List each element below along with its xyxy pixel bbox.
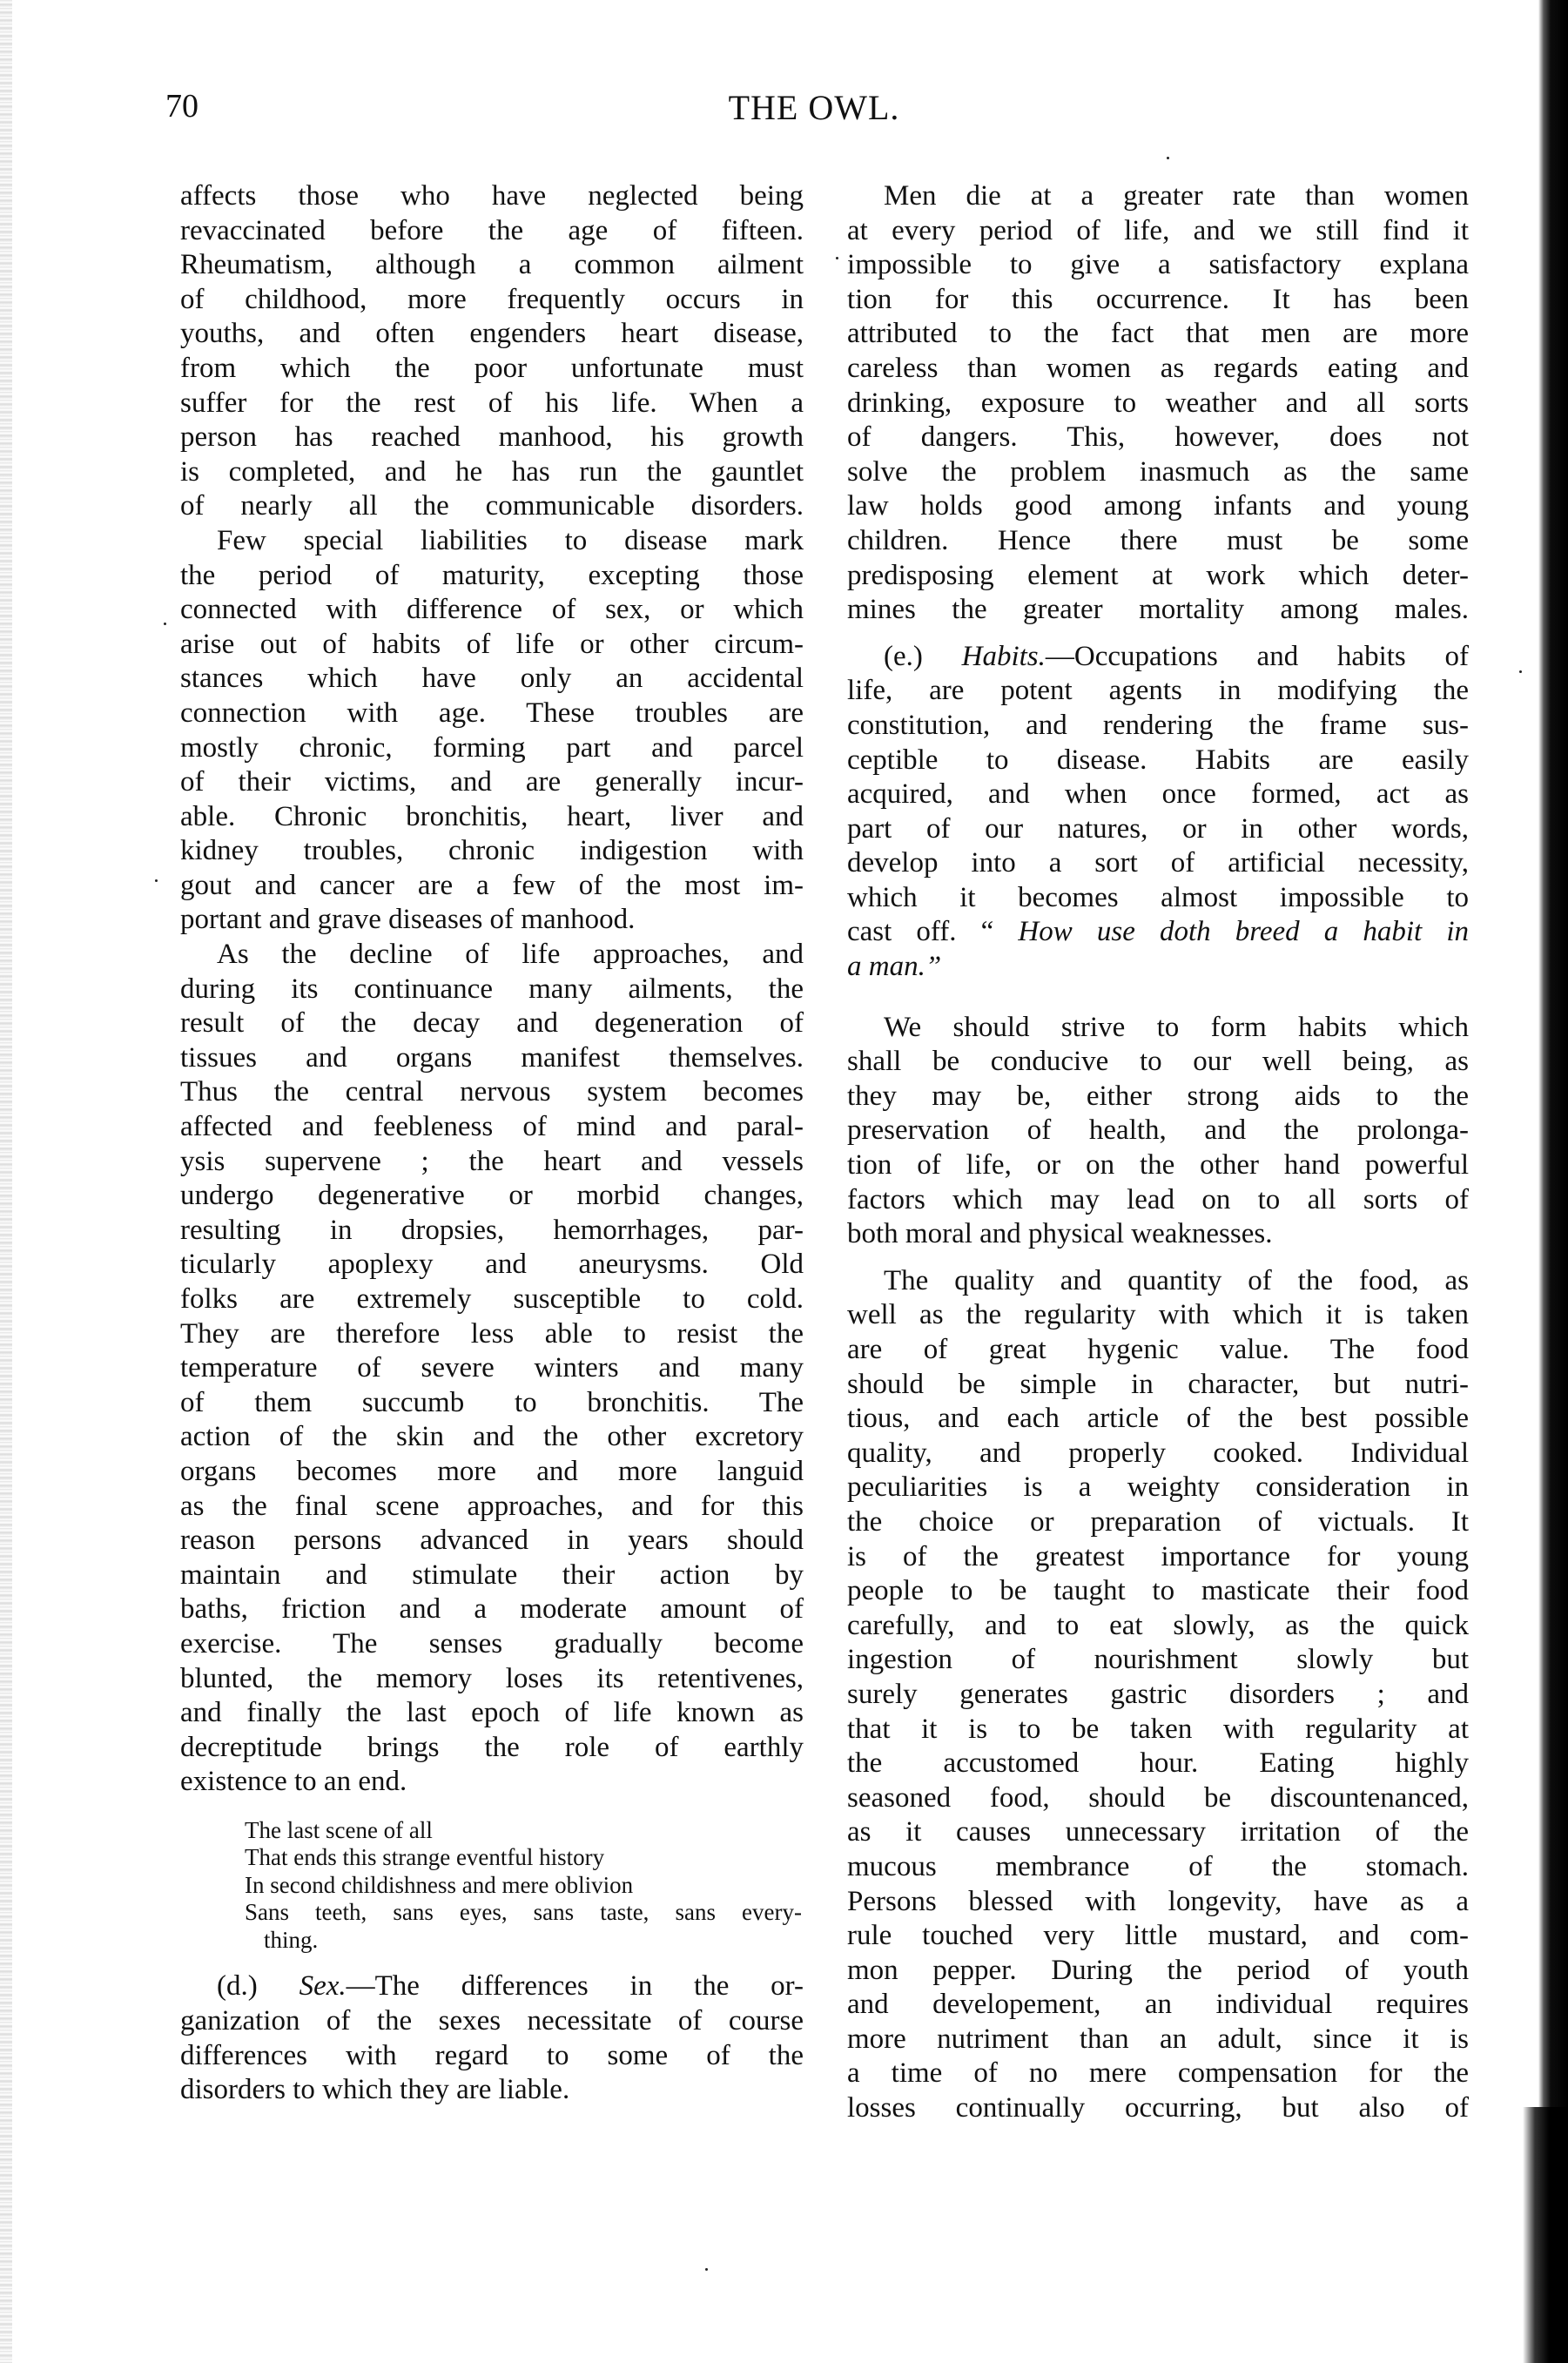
text-line: The quality and quantity of the food, as bbox=[884, 1264, 1469, 1296]
scan-speck bbox=[705, 2268, 708, 2271]
text-line: losses continually occurring, but also of bbox=[847, 2092, 1469, 2124]
scan-speck bbox=[1519, 670, 1522, 673]
running-head bbox=[165, 87, 1463, 139]
text-line: youths, and often engenders heart disease, bbox=[180, 318, 804, 350]
paragraph-sex-section bbox=[180, 1969, 804, 2107]
scan-edge-right-shadow bbox=[1523, 2107, 1568, 2363]
text-line: ganization of the sexes necessitate of course bbox=[180, 2005, 804, 2036]
text-line: and developement, an individual requires bbox=[847, 1989, 1469, 2021]
shakespeare-quote-end: a man.” bbox=[847, 951, 942, 983]
paragraph-vaccination-rheumatism bbox=[180, 179, 804, 524]
text-line: rule touched very little mustard, and com- bbox=[847, 1920, 1469, 1952]
text-line: Persons blessed with longevity, have as a bbox=[847, 1885, 1469, 1917]
text-line: ysis supervene ; the heart and vessels bbox=[180, 1145, 804, 1177]
paragraph-spacer bbox=[847, 1252, 1469, 1264]
paragraph-mortality bbox=[847, 179, 1469, 628]
text-line: are of great hygenic value. The food bbox=[847, 1334, 1469, 1365]
text-line: shall be conducive to our well being, as bbox=[847, 1046, 1469, 1078]
text-line: predisposing element at work which deter- bbox=[847, 559, 1469, 591]
scan-edge-right bbox=[1538, 0, 1568, 2363]
text-line: temperature of severe winters and many bbox=[180, 1352, 804, 1384]
section-heading-habits: Habits. bbox=[961, 640, 1046, 672]
text-line: gout and cancer are a few of the most im- bbox=[180, 869, 804, 901]
text-line: resulting in dropsies, hemorrhages, par- bbox=[180, 1214, 804, 1246]
text-line: the period of maturity, excepting those bbox=[180, 559, 804, 591]
text-line: of their victims, and are generally incur- bbox=[180, 766, 804, 798]
text-line: disorders to which they are liable. bbox=[180, 2074, 570, 2106]
scan-speck bbox=[836, 257, 838, 259]
text-line: existence to an end. bbox=[180, 1766, 407, 1798]
text-line: and finally the last epoch of life known as bbox=[180, 1697, 804, 1729]
verse-line: thing. bbox=[264, 1926, 319, 1953]
paragraph-spacer bbox=[847, 985, 1469, 1011]
text-line: preservation of health, and the prolonga- bbox=[847, 1114, 1469, 1147]
text-line: blunted, the memory loses its retentivenes, bbox=[180, 1662, 804, 1694]
text-line: baths, friction and a moderate amount of bbox=[180, 1593, 804, 1626]
text-line: tissues and organs manifest themselves. bbox=[180, 1041, 804, 1074]
text-line: from which the poor unfortunate must bbox=[180, 352, 804, 384]
text-line: develop into a sort of artificial necessity, bbox=[847, 847, 1469, 879]
text-fragment: —The differences in the or- bbox=[346, 1970, 804, 2003]
text-line: at every period of life, and we still find it bbox=[847, 214, 1469, 246]
text-line: attributed to the fact that men are more bbox=[847, 318, 1469, 350]
paragraph-decline-of-life bbox=[180, 938, 804, 1800]
text-line: the choice or preparation of victuals. It bbox=[847, 1505, 1469, 1538]
text-line: law holds good among infants and young bbox=[847, 490, 1469, 522]
text-fragment: cast off. “ bbox=[847, 916, 1019, 948]
text-line: connection with age. These troubles are bbox=[180, 697, 804, 729]
text-line: portant and grave diseases of manhood. bbox=[180, 904, 636, 936]
text-line: result of the decay and degeneration of bbox=[180, 1007, 804, 1040]
text-line: that it is to be taken with regularity at bbox=[847, 1713, 1469, 1745]
text-line: quality, and properly cooked. Individual bbox=[847, 1437, 1469, 1469]
section-heading-line bbox=[180, 1969, 804, 2004]
verse-line: The last scene of all bbox=[245, 1816, 433, 1843]
text-line: suffer for the rest of his life. When a bbox=[180, 387, 804, 419]
text-line: tious, and each article of the best possible bbox=[847, 1403, 1469, 1435]
text-line: well as the regularity with which it is taken bbox=[847, 1299, 1469, 1331]
text-line: They are therefore less able to resist the bbox=[180, 1317, 804, 1350]
section-label: (e.) bbox=[884, 640, 962, 672]
text-line: constitution, and rendering the frame sus- bbox=[847, 709, 1469, 741]
scan-speck bbox=[155, 879, 158, 882]
text-line: of nearly all the communicable disorders. bbox=[180, 490, 804, 522]
text-line: folks are extremely susceptible to cold. bbox=[180, 1283, 804, 1315]
section-heading-line bbox=[847, 640, 1469, 675]
text-line: person has reached manhood, his growth bbox=[180, 421, 804, 454]
text-line: mucous membrance of the stomach. bbox=[847, 1850, 1469, 1882]
text-line: careless than women as regards eating and bbox=[847, 352, 1469, 384]
text-line: the accustomed hour. Eating highly bbox=[847, 1747, 1469, 1780]
text-line: kidney troubles, chronic indigestion with bbox=[180, 835, 804, 867]
text-line: impossible to give a satisfactory explana bbox=[847, 249, 1469, 281]
text-line: exercise. The senses gradually become bbox=[180, 1627, 804, 1659]
paragraph-maturity bbox=[180, 524, 804, 938]
text-line: tion for this occurrence. It has been bbox=[847, 283, 1469, 315]
shakespeare-quote: How use doth breed a habit in bbox=[1018, 916, 1469, 948]
text-line: carefully, and to eat slowly, as the quick bbox=[847, 1609, 1469, 1641]
text-line: factors which may lead on to all sorts of bbox=[847, 1183, 1469, 1215]
text-line: peculiarities is a weighty consideration in bbox=[847, 1471, 1469, 1504]
scan-speck bbox=[1167, 157, 1169, 159]
text-line bbox=[847, 950, 1469, 985]
text-line: maintain and stimulate their action by bbox=[180, 1559, 804, 1591]
text-line: mines the greater mortality among males. bbox=[847, 594, 1469, 626]
text-line: affects those who have neglected being bbox=[180, 180, 804, 212]
text-line: reason persons advanced in years should bbox=[180, 1525, 804, 1557]
text-line: action of the skin and the other excretory bbox=[180, 1421, 804, 1453]
section-label: (d.) bbox=[217, 1970, 299, 2003]
text-line: As the decline of life approaches, and bbox=[217, 939, 804, 971]
text-line: organs becomes more and more languid bbox=[180, 1455, 804, 1487]
right-column bbox=[847, 179, 1469, 2126]
text-line: solve the problem inasmuch as the same bbox=[847, 455, 1469, 488]
text-line: ceptible to disease. Habits are easily bbox=[847, 744, 1469, 776]
text-line: people to be taught to masticate their food bbox=[847, 1575, 1469, 1607]
paragraph-habits-section bbox=[847, 640, 1469, 985]
text-line: Rheumatism, although a common ailment bbox=[180, 249, 804, 281]
text-line: mostly chronic, forming part and parcel bbox=[180, 731, 804, 764]
text-line: affected and feebleness of mind and paral- bbox=[180, 1111, 804, 1143]
text-line: of childhood, more frequently occurs in bbox=[180, 283, 804, 315]
text-line: undergo degenerative or morbid changes, bbox=[180, 1180, 804, 1212]
text-line: is completed, and he has run the gauntlet bbox=[180, 455, 804, 488]
text-line: We should strive to form habits which bbox=[884, 1011, 1469, 1043]
text-line: Men die at a greater rate than women bbox=[884, 180, 1469, 212]
text-line: during its continuance many ailments, the bbox=[180, 973, 804, 1005]
verse-line: That ends this strange eventful history bbox=[245, 1844, 605, 1871]
text-line: tion of life, or on the other hand powerful bbox=[847, 1149, 1469, 1182]
paragraph-form-habits bbox=[847, 1011, 1469, 1252]
scan-speck bbox=[164, 623, 166, 625]
text-line: Few special liabilities to disease mark bbox=[217, 524, 804, 556]
verse-line: In second childishness and mere oblivion bbox=[245, 1871, 634, 1898]
text-line: part of our natures, or in other words, bbox=[847, 812, 1469, 845]
text-line: they may be, either strong aids to the bbox=[847, 1080, 1469, 1112]
verse-line: Sans teeth, sans eyes, sans taste, sans every- bbox=[245, 1899, 802, 1926]
text-line: connected with difference of sex, or which bbox=[180, 594, 804, 626]
text-line: of them succumb to bronchitis. The bbox=[180, 1386, 804, 1418]
text-fragment: —Occupations and habits of bbox=[1045, 640, 1469, 672]
text-line: a time of no mere compensation for the bbox=[847, 2057, 1469, 2090]
text-line: should be simple in character, but nutri- bbox=[847, 1368, 1469, 1400]
page-number: 70 bbox=[165, 88, 199, 125]
verse-quotation bbox=[180, 1817, 804, 1955]
text-line: as the final scene approaches, and for this bbox=[180, 1490, 804, 1522]
scan-edge-left bbox=[0, 0, 12, 2363]
paragraph-spacer bbox=[847, 628, 1469, 640]
section-heading-sex: Sex. bbox=[299, 1970, 347, 2003]
left-column bbox=[180, 179, 804, 2108]
text-line: which it becomes almost impossible to bbox=[847, 881, 1469, 913]
text-line: drinking, exposure to weather and all sorts bbox=[847, 387, 1469, 419]
text-line: life, are potent agents in modifying the bbox=[847, 675, 1469, 707]
text-line: children. Hence there must be some bbox=[847, 524, 1469, 556]
text-line: ingestion of nourishment slowly but bbox=[847, 1644, 1469, 1676]
text-line: seasoned food, should be discountenanced, bbox=[847, 1781, 1469, 1814]
text-line: ticularly apoplexy and aneurysms. Old bbox=[180, 1249, 804, 1281]
text-line: able. Chronic bronchitis, heart, liver and bbox=[180, 800, 804, 832]
paragraph-food bbox=[847, 1264, 1469, 2126]
text-line: of dangers. This, however, does not bbox=[847, 421, 1469, 454]
text-line: differences with regard to some of the bbox=[180, 2039, 804, 2071]
text-line: both moral and physical weaknesses. bbox=[847, 1218, 1273, 1250]
text-line: surely generates gastric disorders ; and bbox=[847, 1678, 1469, 1710]
text-line: is of the greatest importance for young bbox=[847, 1540, 1469, 1572]
text-line: revaccinated before the age of fifteen. bbox=[180, 214, 804, 246]
text-line: Thus the central nervous system becomes bbox=[180, 1076, 804, 1108]
text-line: decreptitude brings the role of earthly bbox=[180, 1731, 804, 1763]
text-line: more nutriment than an adult, since it is bbox=[847, 2023, 1469, 2055]
text-line: as it causes unnecessary irritation of the bbox=[847, 1816, 1469, 1848]
text-line: arise out of habits of life or other circum- bbox=[180, 628, 804, 660]
text-line: mon pepper. During the period of youth bbox=[847, 1954, 1469, 1986]
journal-title: THE OWL. bbox=[728, 88, 900, 127]
text-line: acquired, and when once formed, act as bbox=[847, 778, 1469, 811]
text-line bbox=[847, 915, 1469, 950]
text-line: stances which have only an accidental bbox=[180, 663, 804, 695]
